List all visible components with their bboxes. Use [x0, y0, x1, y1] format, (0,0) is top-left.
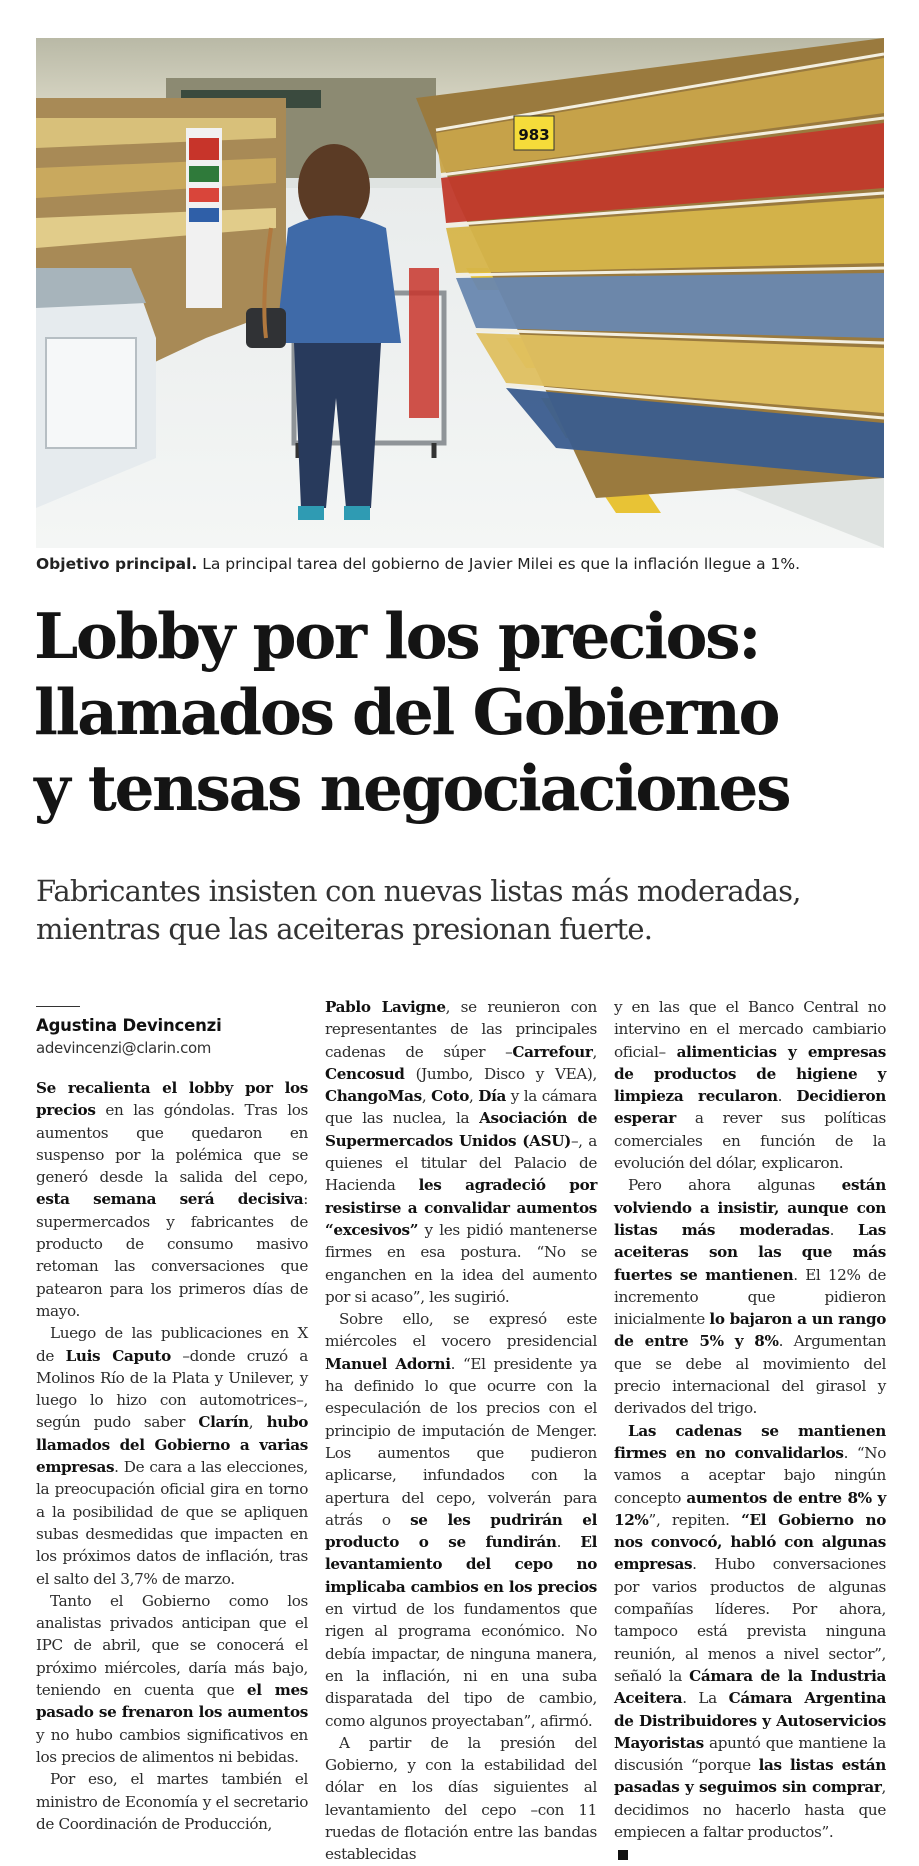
caption-text: La principal tarea del gobierno de Javier Milei es que la inflación llegue a 1%. [202, 555, 801, 573]
supermarket-photo [36, 38, 884, 548]
author-email[interactable]: adevincenzi@clarin.com [36, 1039, 212, 1057]
article-column-1 [36, 1006, 308, 1835]
headline-line-3: y tensas negociaciones [34, 751, 790, 825]
article-column-3 [614, 996, 886, 1866]
paragraph: Por eso, el martes también el ministro de Economía y el secretario de Coordinación de Producción, [36, 1770, 308, 1833]
photo-caption [36, 554, 896, 574]
supermarket-aisle-image [36, 38, 884, 548]
subheadline-line-1: Fabricantes insisten con nuevas listas más moderadas, [36, 874, 801, 908]
headline-line-2: llamados del Gobierno [34, 675, 779, 749]
shelf-price-tag: 983 [518, 126, 550, 144]
caption-lead: Objetivo principal. [36, 555, 198, 573]
paragraph-continued: y en las que el Banco Central no intervino en el mercado cambiario oficial– alimenticias y empresas de productos de higiene y limpieza recularon. Decidieron esperar a rever sus políticas comerciales en función de la evolución del dólar, explicaron. [614, 998, 886, 1173]
end-of-article-mark [618, 1850, 628, 1860]
headline [34, 598, 904, 826]
byline-rule [36, 1006, 80, 1007]
headline-line-1: Lobby por los precios: [34, 599, 760, 673]
paragraph: Pero ahora algunas están volviendo a insistir, aunque con listas más moderadas. Las aceiteras son las que más fuertes se mantienen. El 12% de incremento que pidieron inicialmente lo bajaron a un rango de entre 5% y 8%. Argumentan que se debe al movimiento del precio internacional del girasol y derivados del trigo. [614, 1176, 887, 1418]
article-column-2 [325, 996, 597, 1866]
subheadline [36, 872, 906, 948]
paragraph: A partir de la presión del Gobierno, y con la estabilidad del dólar en los días siguientes al levantamiento del cepo –con 11 ruedas de flotación entre las bandas establecidas [325, 1733, 597, 1864]
subheadline-line-2: mientras que las aceiteras presionan fuerte. [36, 912, 653, 946]
paragraph-continued: Pablo Lavigne, se reunieron con representantes de las principales cadenas de súper –Carrefour, Cencosud (Jumbo, Disco y VEA), ChangoMas, Coto, Día y la cámara que las nuclea, la Asociación de Supermercados Unidos (ASU)–, a quienes el titular del Palacio de Hacienda les agradeció por resistirse a convalidar aumentos “excesivos” y les pidió mantenerse firmes en esa postura. “No se enganchen en la idea del aumento por si acaso”, les sugirió. [325, 998, 598, 1306]
paragraph: Tanto el Gobierno como los analistas privados anticipan que el IPC de abril, que se conocerá el próximo miércoles, daría más bajo, teniendo en cuenta que el mes pasado se frenaron los aumentos y no hubo cambios significativos en los precios de alimentos ni bebidas. [36, 1591, 308, 1766]
paragraph: Sobre ello, se expresó este miércoles el vocero presidencial Manuel Adorni. “El presidente ya ha definido lo que ocurre con la especulación de los precios con el principio de imputación de Menger. Los aumentos que pudieron aplicarse, infundados con la apertura del cepo, volverán para atrás o se les pudrirán el producto o se fundirán. El levantamiento del cepo no implicaba cambios en los precios en virtud de los fundamentos que rigen al programa económico. No debía impactar, de ninguna manera, en la inflación, ni en una suba disparatada del tipo de cambio, como algunos proyectaban”, afirmó. [325, 1310, 597, 1730]
paragraph: Las cadenas se mantienen firmes en no convalidarlos. “No vamos a aceptar bajo ningún concepto aumentos de entre 8% y 12%”, repiten. “El Gobierno no nos convocó, habló con algunas empresas. Hubo conversaciones por varios productos de algunas compañías líderes. Por ahora, tampoco está prevista ninguna reunión, al menos a nivel sector”, señaló la Cámara de la Industria Aceitera. La Cámara Argentina de Distribuidores y Autoservicios Mayoristas apuntó que mantiene la discusión “porque las listas están pasadas y seguimos sin comprar, decidimos no hacerlo hasta que empiecen a faltar productos”. [614, 1421, 887, 1841]
author-name: Agustina Devincenzi [36, 1016, 222, 1035]
paragraph: Luego de las publicaciones en X de Luis Caputo –donde cruzó a Molinos Río de la Plata y Unilever, y luego lo hizo con automotrices–, según pudo saber Clarín, hubo llamados del Gobierno a varias empresas. De cara a las elecciones, la preocupación oficial gira en torno a la posibilidad de que se apliquen subas desmedidas que impacten en los próximos datos de inflación, tras el salto del 3,7% de marzo. [36, 1324, 308, 1588]
paragraph: Se recalienta el lobby por los precios en las góndolas. Tras los aumentos que quedaron en suspenso por la polémica que se generó desde la salida del cepo, esta semana será decisiva: supermercados y fabricantes de producto de consumo masivo retoman las conversaciones que patearon para los primeros días de mayo. [36, 1079, 308, 1320]
